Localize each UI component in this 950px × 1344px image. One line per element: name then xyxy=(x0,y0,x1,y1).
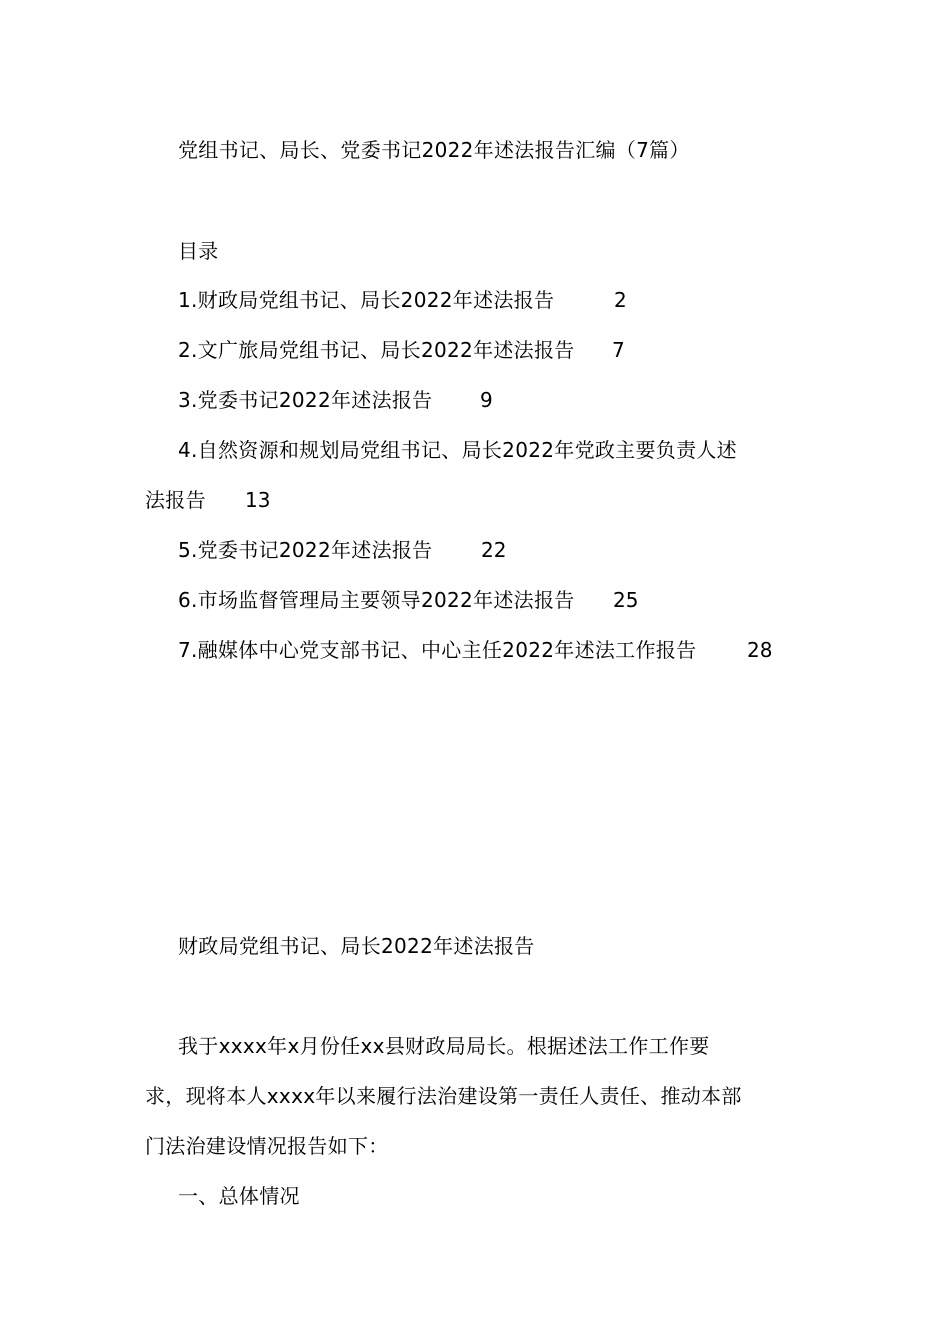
toc-item-6-page: 25 xyxy=(613,588,639,612)
toc-item-5-text: 5.党委书记2022年述法报告 xyxy=(178,538,433,562)
toc-item-3-page: 9 xyxy=(480,388,493,412)
toc-item-7-text: 7.融媒体中心党支部书记、中心主任2022年述法工作报告 xyxy=(178,638,697,662)
toc-item-6-text: 6.市场监督管理局主要领导2022年述法报告 xyxy=(178,588,575,612)
toc-item-1-text: 1.财政局党组书记、局长2022年述法报告 xyxy=(178,288,555,312)
section-title: 财政局党组书记、局长2022年述法报告 xyxy=(178,934,535,958)
toc-item-4-text-line2: 法报告 xyxy=(145,488,206,512)
toc-item-5-page: 22 xyxy=(481,538,507,562)
body-line-2: 求，现将本人xxxx年以来履行法治建设第一责任人责任、推动本部 xyxy=(145,1084,742,1108)
toc-item-2-text: 2.文广旅局党组书记、局长2022年述法报告 xyxy=(178,338,575,362)
toc-heading: 目录 xyxy=(178,239,219,263)
toc-item-7-page: 28 xyxy=(747,638,773,662)
body-line-1: 我于xxxx年x月份任xx县财政局局长。根据述法工作工作要 xyxy=(178,1034,710,1058)
toc-item-3-text: 3.党委书记2022年述法报告 xyxy=(178,388,433,412)
toc-item-4-page: 13 xyxy=(245,488,271,512)
document-title: 党组书记、局长、党委书记2022年述法报告汇编（7篇） xyxy=(178,138,690,162)
toc-item-2-page: 7 xyxy=(612,338,625,362)
body-line-3: 门法治建设情况报告如下： xyxy=(145,1134,389,1158)
subheading: 一、总体情况 xyxy=(178,1184,300,1208)
toc-item-4-text-line1: 4.自然资源和规划局党组书记、局长2022年党政主要负责人述 xyxy=(178,438,737,462)
toc-item-1-page: 2 xyxy=(614,288,627,312)
